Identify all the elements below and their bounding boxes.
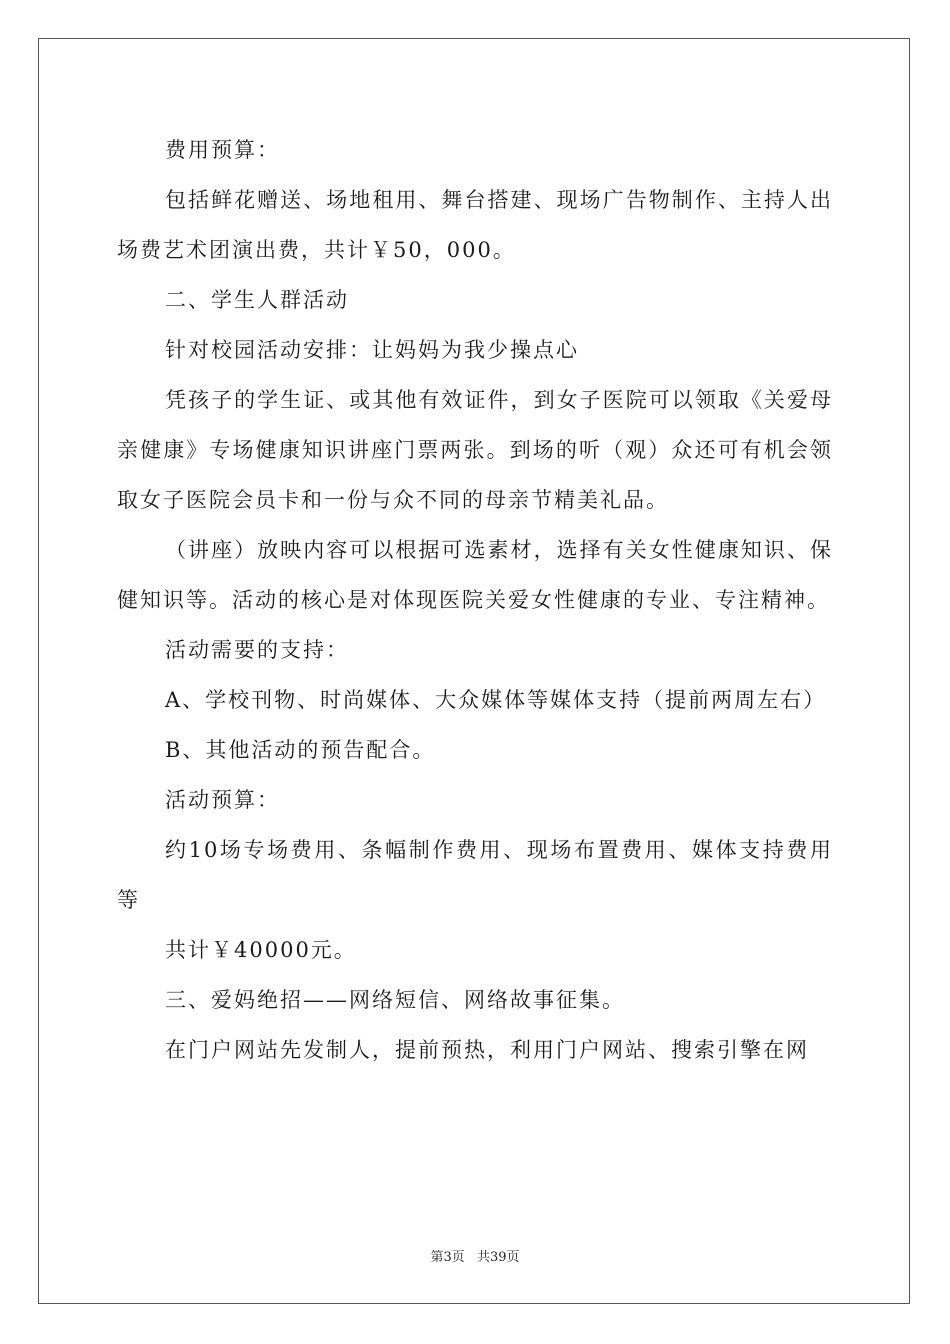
paragraph: A、学校刊物、时尚媒体、大众媒体等媒体支持（提前两周左右）: [165, 688, 827, 712]
paragraph: 活动预算：: [165, 788, 280, 812]
document-body: [117, 125, 833, 1075]
page-total: 共39页: [476, 1250, 520, 1265]
paragraph: 共计￥40000元。: [165, 938, 357, 962]
section-heading: 三、爱妈绝招——网络短信、网络故事征集。: [165, 988, 625, 1012]
paragraph: 包括鲜花赠送、场地租用、舞台搭建、现场广告物制作、主持人出场费艺术团演出费，共计￥50，000。: [117, 188, 833, 262]
paragraph: 活动需要的支持：: [165, 638, 349, 662]
paragraph: 针对校园活动安排：让妈妈为我少操点心: [165, 338, 579, 362]
page-footer: [0, 1246, 950, 1265]
paragraph: 费用预算：: [165, 138, 280, 162]
paragraph: （讲座）放映内容可以根据可选素材，选择有关女性健康知识、保健知识等。活动的核心是对体现医院关爱女性健康的专业、专注精神。: [117, 538, 833, 612]
paragraph: B、其他活动的预告配合。: [165, 738, 436, 762]
paragraph: 凭孩子的学生证、或其他有效证件，到女子医院可以领取《关爱母亲健康》专场健康知识讲座门票两张。到场的听（观）众还可有机会领取女子医院会员卡和一份与众不同的母亲节精美礼品。: [117, 388, 833, 512]
paragraph: 在门户网站先发制人，提前预热，利用门户网站、搜索引擎在网: [165, 1038, 809, 1062]
section-heading: 二、学生人群活动: [165, 288, 349, 312]
paragraph: 约10场专场费用、条幅制作费用、现场布置费用、媒体支持费用等: [117, 838, 833, 912]
page-number: 第3页: [430, 1250, 465, 1265]
